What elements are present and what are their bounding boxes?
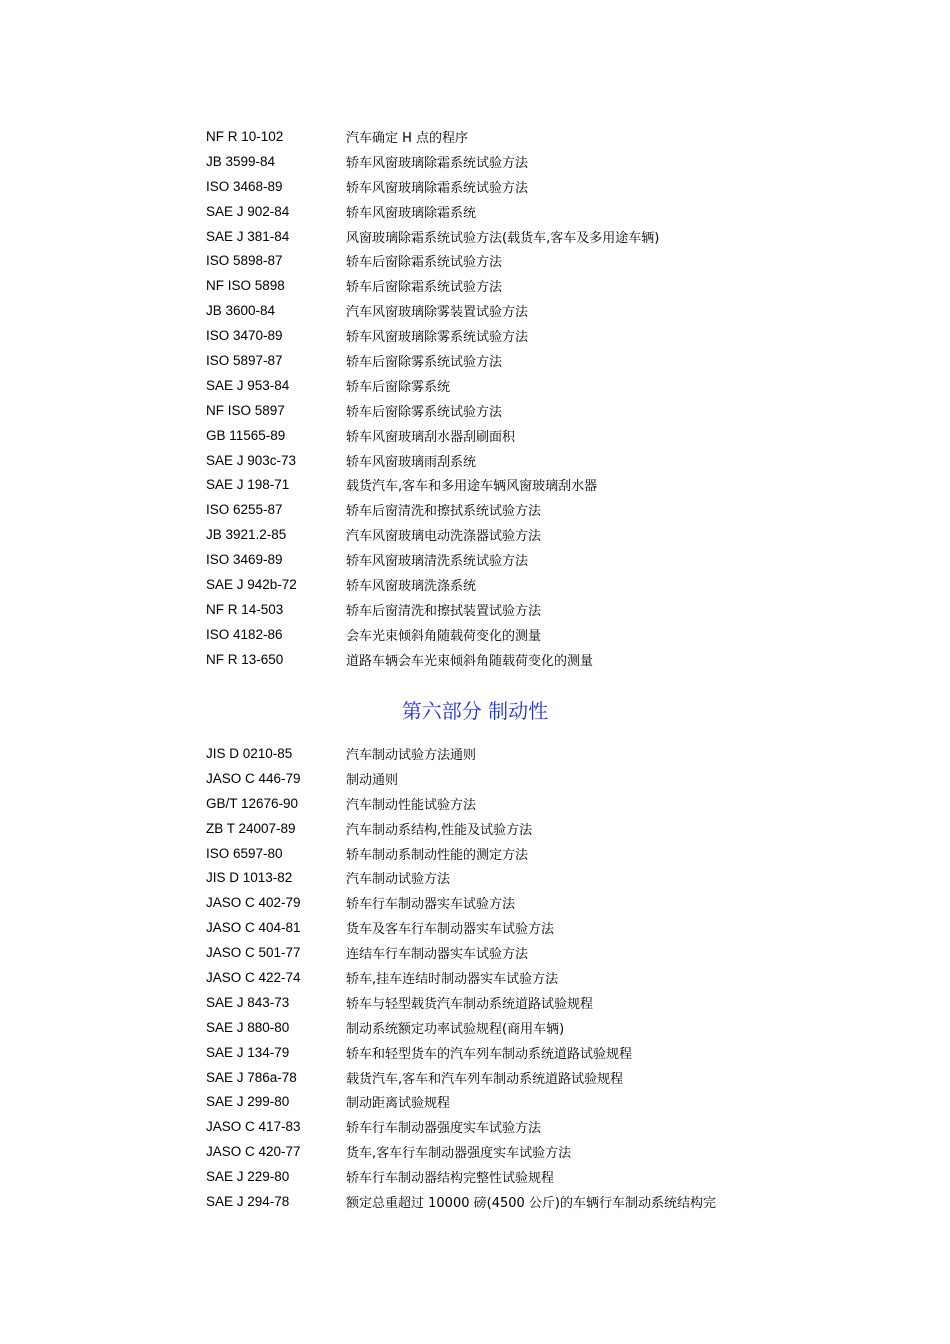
- standard-code: SAE J 381-84: [206, 228, 290, 244]
- standard-title: 轿车风窗玻璃刮水器刮刷面积: [346, 429, 516, 445]
- list-item: [206, 816, 826, 841]
- list-item: [206, 791, 826, 816]
- standard-code: ISO 6597-80: [206, 845, 283, 861]
- standard-title: 轿车行车制动器强度实车试验方法: [346, 1121, 542, 1137]
- standard-code: SAE J 786a-78: [206, 1069, 297, 1085]
- standard-title: 轿车后窗清洗和擦拭系统试验方法: [346, 504, 542, 520]
- list-item: [206, 1114, 826, 1139]
- standard-code: JASO C 501-77: [206, 945, 301, 961]
- standard-code: SAE J 229-80: [206, 1169, 290, 1185]
- standard-title: 连结车行车制动器实车试验方法: [346, 947, 529, 963]
- list-item: [206, 1040, 826, 1065]
- standard-code: ISO 5897-87: [206, 352, 283, 368]
- list-item: [206, 423, 826, 448]
- list-item: [206, 1139, 826, 1164]
- list-item: [206, 298, 826, 323]
- list-item: [206, 572, 826, 597]
- standard-code: JB 3600-84: [206, 303, 276, 319]
- standard-code: JB 3599-84: [206, 153, 276, 169]
- standard-code: JASO C 417-83: [206, 1119, 301, 1135]
- standard-code: SAE J 843-73: [206, 994, 290, 1010]
- standard-code: JASO C 420-77: [206, 1144, 301, 1160]
- standard-code: SAE J 198-71: [206, 477, 290, 493]
- standard-code: SAE J 902-84: [206, 203, 290, 219]
- list-item: [206, 1089, 826, 1114]
- list-item: [206, 622, 826, 647]
- standard-title: 轿车与轻型载货汽车制动系统道路试验规程: [346, 996, 594, 1012]
- standard-title: 轿车风窗玻璃除霜系统: [346, 205, 477, 221]
- standard-code: SAE J 294-78: [206, 1193, 290, 1209]
- standard-title: 制动距离试验规程: [346, 1096, 451, 1112]
- standard-code: ISO 5898-87: [206, 253, 283, 269]
- standard-code: JASO C 404-81: [206, 920, 301, 936]
- list-item: [206, 248, 826, 273]
- standard-code: NF R 13-650: [206, 651, 284, 667]
- standard-title: 汽车制动系结构,性能及试验方法: [346, 822, 533, 838]
- standard-code: ISO 3470-89: [206, 328, 283, 344]
- list-item: [206, 915, 826, 940]
- list-item: [206, 1065, 826, 1090]
- list-item: [206, 174, 826, 199]
- standard-code: JASO C 422-74: [206, 969, 301, 985]
- standard-code: JB 3921.2-85: [206, 527, 287, 543]
- standard-code: SAE J 299-80: [206, 1094, 290, 1110]
- standard-title: 汽车制动试验方法通则: [346, 747, 477, 763]
- standard-title: 轿车风窗玻璃清洗系统试验方法: [346, 554, 529, 570]
- list-item: [206, 373, 826, 398]
- list-item: [206, 990, 826, 1015]
- standard-title: 风窗玻璃除霜系统试验方法(载货车,客车及多用途车辆): [346, 230, 660, 246]
- list-item: [206, 273, 826, 298]
- standard-title: 轿车后窗除雾系统试验方法: [346, 354, 503, 370]
- list-item: [206, 647, 826, 672]
- standards-list-part-five: [206, 124, 826, 672]
- list-item: [206, 547, 826, 572]
- standard-title: 轿车风窗玻璃洗涤系统: [346, 578, 477, 594]
- list-item: [206, 224, 826, 249]
- list-item: [206, 522, 826, 547]
- list-item: [206, 448, 826, 473]
- list-item: [206, 597, 826, 622]
- standard-title: 汽车制动试验方法: [346, 872, 451, 888]
- list-item: [206, 865, 826, 890]
- standard-title: 轿车风窗玻璃雨刮系统: [346, 454, 477, 470]
- list-item: [206, 741, 826, 766]
- list-item: [206, 1189, 826, 1214]
- standard-code: NF R 10-102: [206, 128, 284, 144]
- list-item: [206, 472, 826, 497]
- standard-code: ISO 4182-86: [206, 626, 283, 642]
- list-item: [206, 1164, 826, 1189]
- standard-title: 轿车风窗玻璃除霜系统试验方法: [346, 180, 529, 196]
- list-item: [206, 841, 826, 866]
- list-item: [206, 965, 826, 990]
- list-item: [206, 890, 826, 915]
- standard-code: NF ISO 5897: [206, 402, 285, 418]
- section-heading-braking: 第六部分 制动性: [401, 699, 549, 723]
- standard-title: 汽车制动性能试验方法: [346, 797, 477, 813]
- standard-code: GB 11565-89: [206, 427, 286, 443]
- standard-title: 轿车和轻型货车的汽车列车制动系统道路试验规程: [346, 1046, 633, 1062]
- standards-list-part-six: [206, 741, 826, 1214]
- standard-code: ISO 3469-89: [206, 552, 283, 568]
- standard-title: 轿车后窗除雾系统: [346, 379, 451, 395]
- standard-code: JIS D 1013-82: [206, 870, 293, 886]
- standard-code: SAE J 134-79: [206, 1044, 290, 1060]
- standard-title: 载货汽车,客车和汽车列车制动系统道路试验规程: [346, 1071, 624, 1087]
- standard-code: NF R 14-503: [206, 601, 284, 617]
- standard-title: 轿车,挂车连结时制动器实车试验方法: [346, 971, 559, 987]
- list-item: [206, 348, 826, 373]
- list-item: [206, 149, 826, 174]
- list-item: [206, 940, 826, 965]
- list-item: [206, 398, 826, 423]
- standard-title: 货车及客车行车制动器实车试验方法: [346, 922, 555, 938]
- standard-code: SAE J 880-80: [206, 1019, 290, 1035]
- standard-title: 轿车风窗玻璃除雾系统试验方法: [346, 330, 529, 346]
- standard-code: ZB T 24007-89: [206, 820, 296, 836]
- list-item: [206, 199, 826, 224]
- list-item: [206, 124, 826, 149]
- standard-title: 货车,客车行车制动器强度实车试验方法: [346, 1146, 572, 1162]
- standard-title: 轿车后窗除霜系统试验方法: [346, 280, 503, 296]
- standard-title: 道路车辆会车光束倾斜角随载荷变化的测量: [346, 653, 594, 669]
- standard-code: SAE J 942b-72: [206, 576, 297, 592]
- standard-title: 汽车确定 H 点的程序: [346, 130, 469, 146]
- standard-code: JIS D 0210-85: [206, 745, 293, 761]
- list-item: [206, 497, 826, 522]
- list-item: [206, 323, 826, 348]
- standard-title: 轿车制动系制动性能的测定方法: [346, 847, 529, 863]
- standard-title: 轿车后窗除雾系统试验方法: [346, 404, 503, 420]
- standard-title: 轿车后窗清洗和擦拭装置试验方法: [346, 603, 542, 619]
- standard-title: 轿车风窗玻璃除霜系统试验方法: [346, 155, 529, 171]
- standard-title: 轿车行车制动器结构完整性试验规程: [346, 1171, 555, 1187]
- standard-code: JASO C 446-79: [206, 770, 301, 786]
- standard-title: 轿车后窗除霜系统试验方法: [346, 255, 503, 271]
- standard-code: SAE J 903c-73: [206, 452, 297, 468]
- standard-code: NF ISO 5898: [206, 278, 285, 294]
- list-item: [206, 1015, 826, 1040]
- standard-title: 汽车风窗玻璃电动洗涤器试验方法: [346, 529, 542, 545]
- standard-title: 载货汽车,客车和多用途车辆风窗玻璃刮水器: [346, 479, 598, 495]
- list-item: [206, 766, 826, 791]
- standard-code: SAE J 953-84: [206, 377, 290, 393]
- standard-title: 制动系统额定功率试验规程(商用车辆): [346, 1021, 565, 1037]
- standard-title: 轿车行车制动器实车试验方法: [346, 897, 516, 913]
- standard-title: 制动通则: [346, 772, 399, 788]
- standard-title: 会车光束倾斜角随载荷变化的测量: [346, 628, 542, 644]
- standard-code: ISO 6255-87: [206, 502, 283, 518]
- standard-title: 汽车风窗玻璃除雾装置试验方法: [346, 305, 529, 321]
- standard-code: ISO 3468-89: [206, 178, 283, 194]
- standard-code: GB/T 12676-90: [206, 795, 299, 811]
- standard-code: JASO C 402-79: [206, 895, 301, 911]
- standard-title: 额定总重超过 10000 磅(4500 公斤)的车辆行车制动系统结构完: [346, 1195, 716, 1211]
